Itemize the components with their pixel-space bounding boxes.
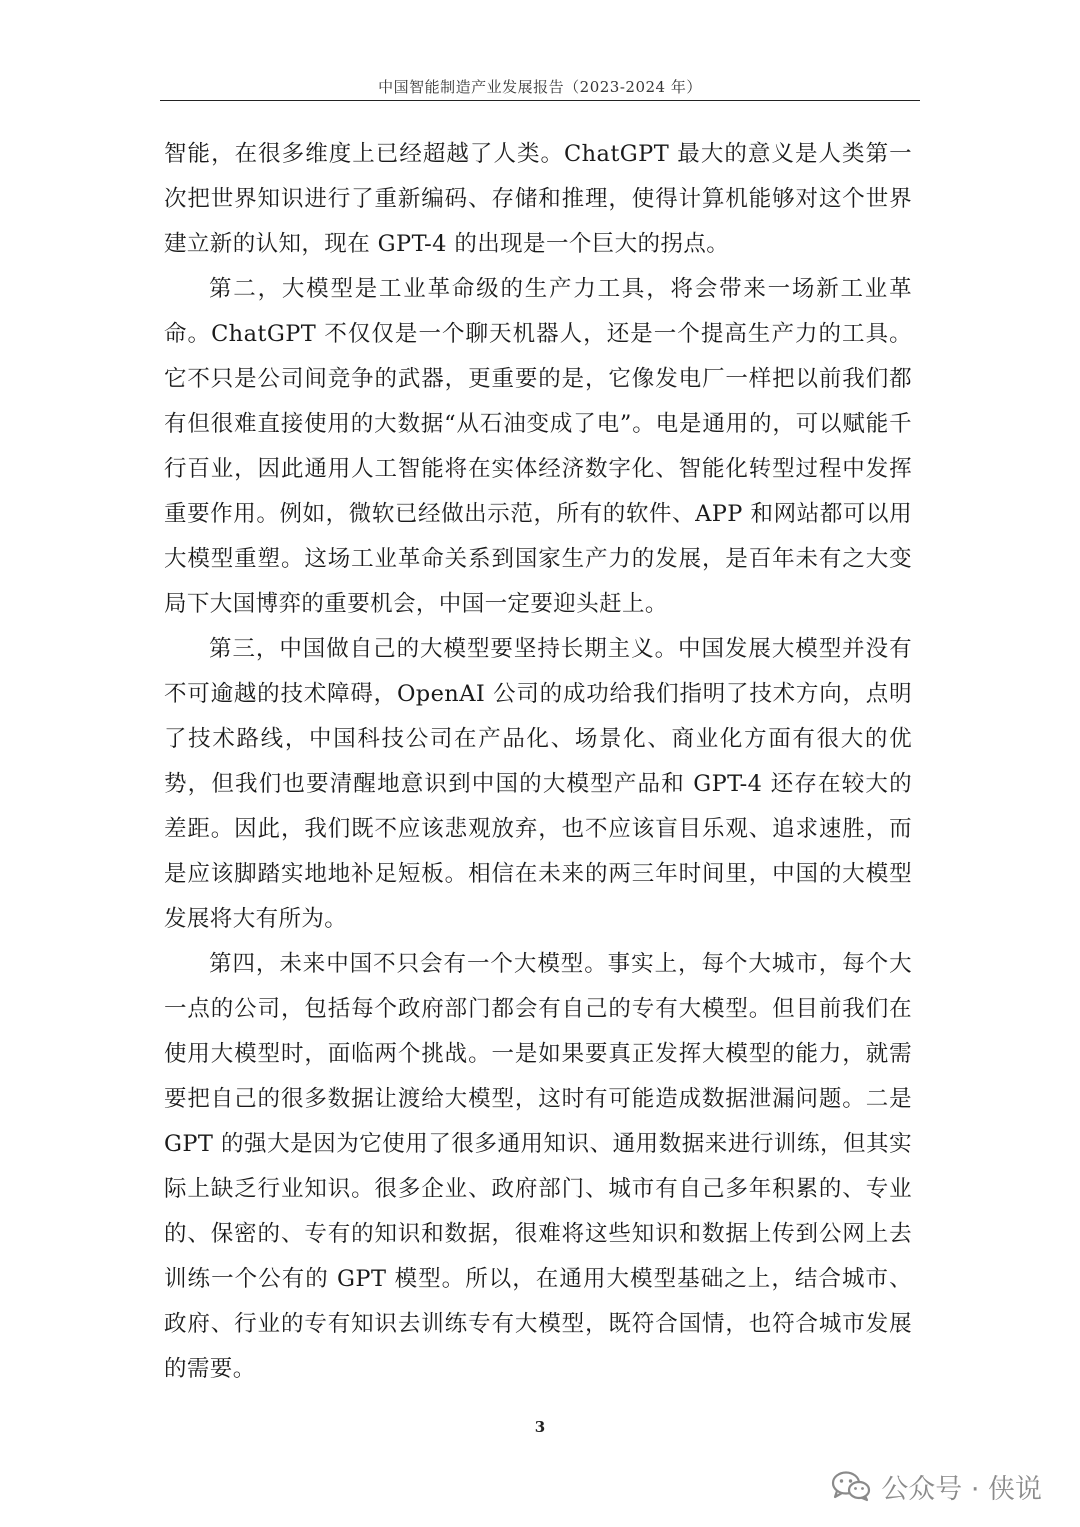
page-number: 3 — [534, 1418, 546, 1436]
body-text — [164, 132, 912, 1392]
running-header: 中国智能制造产业发展报告（2023-2024 年） — [378, 78, 702, 96]
wechat-icon — [831, 1470, 871, 1502]
header-rule — [160, 100, 920, 101]
paragraph-third-point: 第三，中国做自己的大模型要坚持长期主义。中国发展大模型并没有不可逾越的技术障碍，OpenAI 公司的成功给我们指明了技术方向，点明了技术路线，中国科技公司在产品化、场景化、商业化方面有很大的优势，但我们也要清醒地意识到中国的大模型产品和 GPT-4 还存在较大的差距。因此，我们既不应该悲观放弃，也不应该盲目乐观、追求速胜，而是应该脚踏实地地补足短板。相信在未来的两三年时间里，中国的大模型发展将大有所为。 — [164, 636, 912, 932]
watermark — [831, 1466, 1042, 1506]
paragraph-fourth-point: 第四，未来中国不只会有一个大模型。事实上，每个大城市，每个大一点的公司，包括每个政府部门都会有自己的专有大模型。但目前我们在使用大模型时，面临两个挑战。一是如果要真正发挥大模型的能力，就需要把自己的很多数据让渡给大模型，这时有可能造成数据泄漏问题。二是 GPT 的强大是因为它使用了很多通用知识、通用数据来进行训练，但其实际上缺乏行业知识。很多企业、政府部门、城市有自己多年积累的、专业的、保密的、专有的知识和数据，很难将这些知识和数据上传到公网上去训练一个公有的 GPT 模型。所以，在通用大模型基础之上，结合城市、政府、行业的专有知识去训练专有大模型，既符合国情，也符合城市发展的需要。 — [164, 951, 912, 1382]
paragraph-second-point: 第二，大模型是工业革命级的生产力工具，将会带来一场新工业革命。ChatGPT 不仅仅是一个聊天机器人，还是一个提高生产力的工具。它不只是公司间竞争的武器，更重要的是，它像发电厂一样把以前我们都有但很难直接使用的大数据“从石油变成了电”。电是通用的，可以赋能千行百业，因此通用人工智能将在实体经济数字化、智能化转型过程中发挥重要作用。例如，微软已经做出示范，所有的软件、APP 和网站都可以用大模型重塑。这场工业革命关系到国家生产力的发展，是百年未有之大变局下大国博弈的重要机会，中国一定要迎头赶上。 — [164, 276, 912, 617]
watermark-text: 公众号 · 侠说 — [881, 1473, 1042, 1505]
paragraph-continuation: 智能，在很多维度上已经超越了人类。ChatGPT 最大的意义是人类第一次把世界知识进行了重新编码、存储和推理，使得计算机能够对这个世界建立新的认知，现在 GPT-4 的出现是一个巨大的拐点。 — [164, 141, 912, 257]
